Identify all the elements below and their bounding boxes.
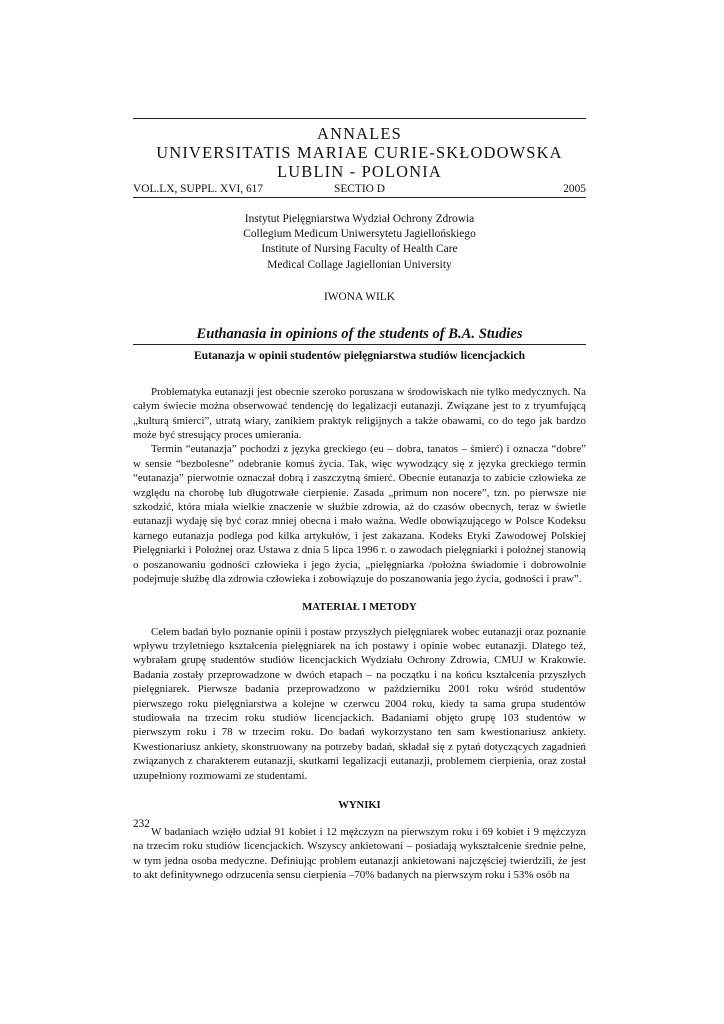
intro-paragraph: Termin “eutanazja” pochodzi z języka greckiego (eu – dobra, tanatos – śmierć) i oznacza “dobre” w sensie “bezbolesne” odebranie komuś życia. Tak, więc wywodzący się z języka greckiego termin “eutanazja” pierwotnie oznaczał dobrą i zaszczytną śmierć. Obecnie eutanazja to zabicie człowieka ze względu na chorobę lub długotrwałe cierpienie. Zasada „primum non nocere”, tzn. po pierwsze nie szkodzić, która miała wielkie znaczenie w służbie zdrowia, aż do czasów obecnych, teraz w świetle eutanazji wydaję się być coraz mniej obecna i mało ważna. Wedle obowiązującego w Polsce Kodeksu karnego eutanazja podlega pod kilka artykułów, i jest zakazana. Kodeks Etyki Zawodowej Polskiej Pielęgniarki i Położnej oraz Ustawa z dnia 5 lipca 1996 r. o zawodach pielęgniarki i położnej stanowią o poszanowaniu godności człowieka i jego życia, „pielęgniarka /położna świadomie i dobrowolnie podejmuje służbę dla zdrowia człowieka i zobowiązuje do poszanowania jego życia, godności i praw”. (133, 443, 586, 586)
journal-line-annales: ANNALES (317, 124, 402, 143)
header-rule-bottom (133, 197, 586, 198)
volume-info: VOL.LX, SUPPL. XVI, 617 (133, 183, 264, 195)
section-info: SECTIO D (334, 183, 385, 195)
section-heading-results: WYNIKI (338, 799, 381, 811)
results-paragraph: W badaniach wzięło udział 91 kobiet i 12 mężczyzn na pierwszym roku i 69 kobiet i 9 mężczyzn na trzecim roku studiów licencjackich. Wszyscy ankietowani – posiadają wykształcenie średnie pełne, w tym jedna osoba medyczne. Definiując problem eutanazji ankietowani najczęściej twierdzili, że jest to akt definitywnego odrzucenia sensu cierpienia –70% badanych na pierwszym roku i 53% osób na (133, 825, 586, 882)
header-rule-top (133, 118, 586, 119)
methods-paragraph: Celem badań było poznanie opinii i postaw przyszłych pielęgniarek wobec eutanazji oraz poznanie wpływu trzyletniego kształcenia pielęgniarek na ich postawy i opinie wobec eutanazji. Dlatego też, wybrałam grupę studentów studiów licencjackich Wydziału Ochrony Zdrowia, CMUJ w Krakowie. Badania zostały przeprowadzone w dwóch etapach – na początku i na końcu kształcenia przyszłych pielęgniarek. Pierwsze badania przeprowadzono w październiku 2001 roku wśród studentów pierwszego roku pielęgniarstwa a kolejne w czerwcu 2004 roku, kiedy ta sama grupa studentów studiowała na trzecim roku studiów licencjackich. Badaniami objęto grupę 103 studentów w pierwszym roku i 78 w trzecim roku. Do badań wykorzystano ten sam kwestionariusz ankiety. Kwestionariusz ankiety, skonstruowany na potrzeby badań, składał się z pytań dotyczących zagadnień związanych z charakterem eutanazji, skutkami legalizacji eutanazji, problemem cierpienia, oraz został uzupełniony rozmowami ze studentami. (133, 625, 586, 782)
article-page (133, 118, 586, 883)
journal-header (133, 124, 586, 181)
volume-line (133, 182, 586, 196)
affiliation-block (133, 212, 586, 273)
affiliation-line: Institute of Nursing Faculty of Health Care (261, 243, 458, 256)
journal-line-university: UNIVERSITATIS MARIAE CURIE-SKŁODOWSKA (156, 143, 563, 162)
section-heading-methods: MATERIAŁ I METODY (302, 601, 417, 613)
affiliation-line: Medical Collage Jagiellonian University (267, 258, 452, 271)
title-rule (133, 344, 586, 345)
page-number: 232 (133, 818, 150, 830)
affiliation-line: Collegium Medicum Uniwersytetu Jagiellońskiego (243, 228, 476, 241)
intro-paragraph: Problematyka eutanazji jest obecnie szeroko poruszana w środowiskach nie tylko medycznych. Na całym świecie można obserwować tendencję do legalizacji eutanazji. Związane jest to z tryumfującą „kulturą śmierci”, utratą wiary, zanikiem praktyk religijnych a także obawami, co do tego jak bardzo może być stresujący proces umierania. (133, 385, 586, 442)
affiliation-line: Instytut Pielęgniarstwa Wydział Ochrony Zdrowia (244, 213, 475, 225)
article-title-english: Euthanasia in opinions of the students of B.A. Studies (196, 325, 523, 342)
article-title-polish: Eutanazja w opinii studentów pielęgniarstwa studiów licencjackich (193, 348, 526, 362)
year-info: 2005 (563, 183, 586, 195)
article-body (133, 385, 586, 883)
author-name: IWONA WILK (324, 290, 395, 303)
journal-line-city: LUBLIN - POLONIA (277, 162, 442, 181)
